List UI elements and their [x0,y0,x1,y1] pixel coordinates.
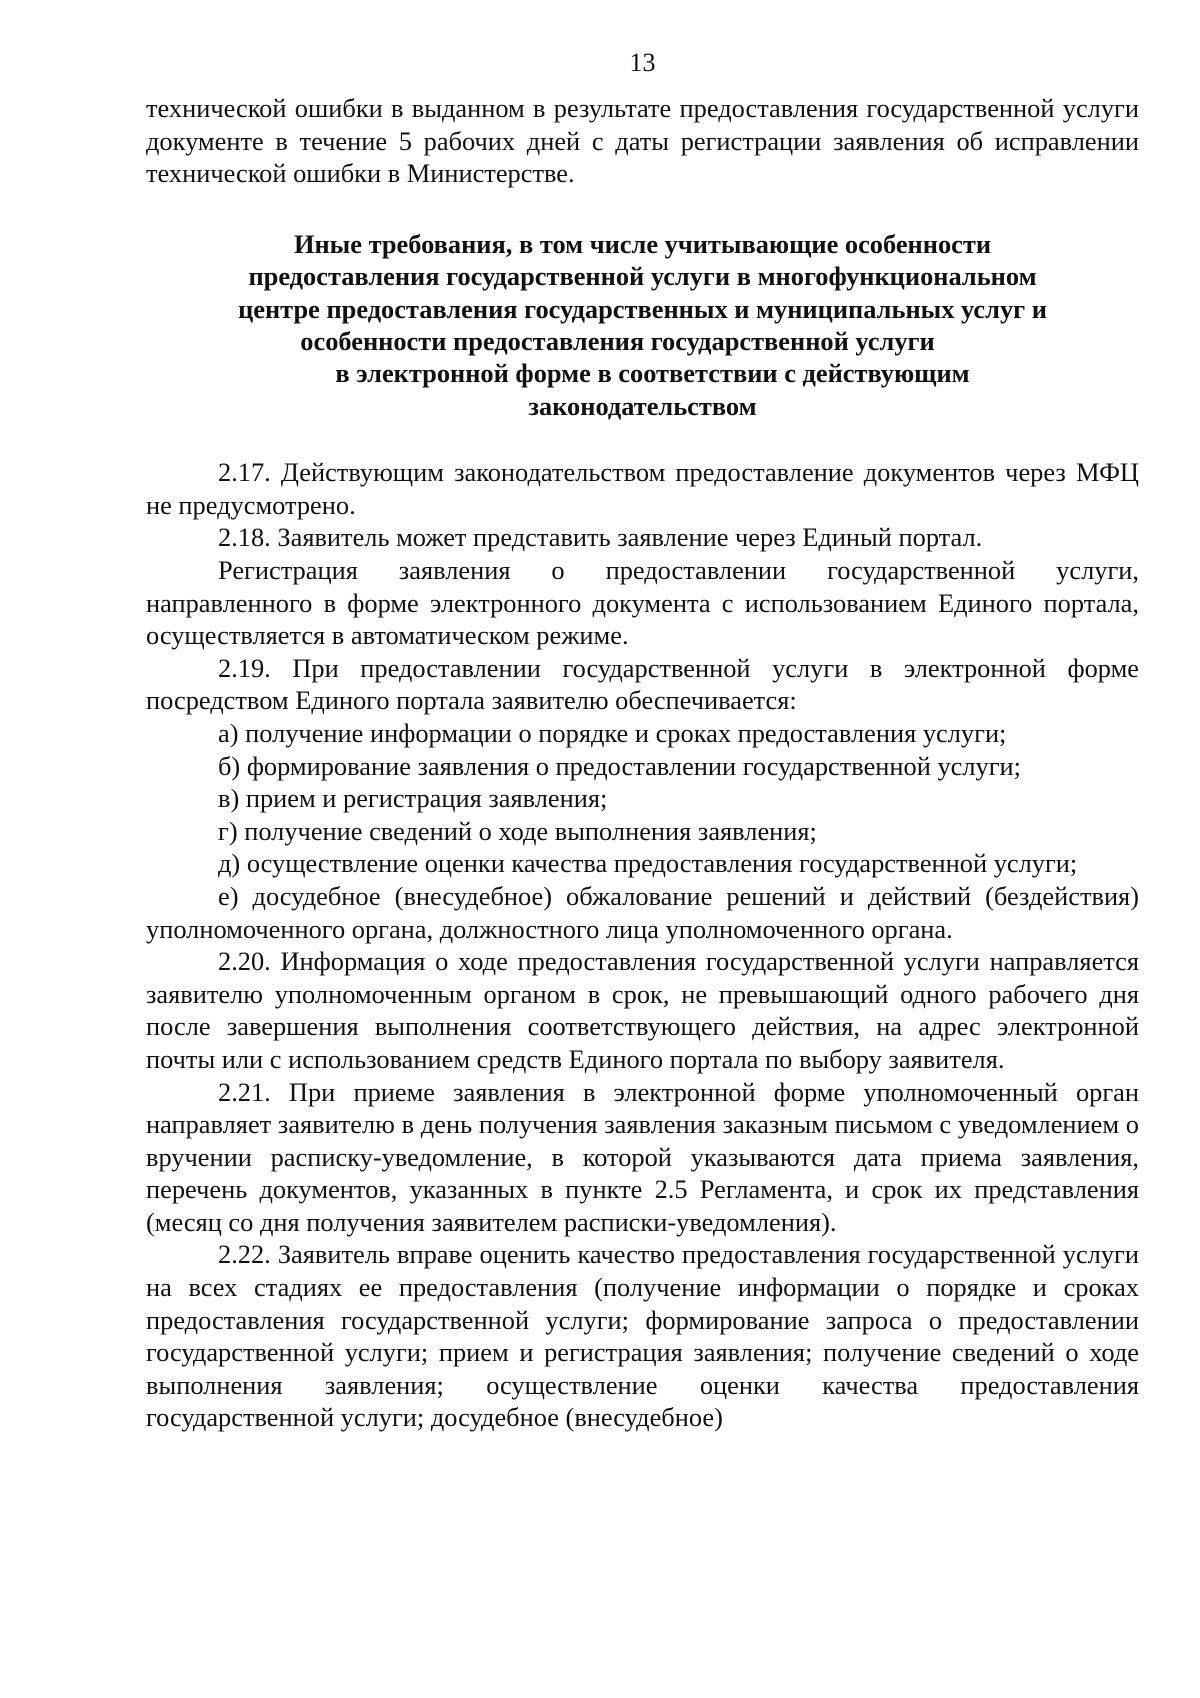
heading-line: предоставления государственной услуги в многофункциональном [248,261,1037,292]
list-item-b: б) формирование заявления о предоставлении государственной услуги; [218,750,1021,781]
heading-line: в электронной форме в соответствии с действующим [335,358,970,389]
paragraph-2-17: 2.17. Действующим законодательством предоставление документов через МФЦ не предусмотрено. [146,457,1139,520]
list-item-a: а) получение информации о порядке и сроках предоставления услуги; [218,717,1007,748]
paragraph-2-20: 2.20. Информация о ходе предоставления государственной услуги направляется заявителю уполномоченным органом в срок, не превышающий одного рабочего дня после завершения выполнения соответствующего действия, на адрес электронной почты или с использованием средств Единого портала по выбору заявителя. [146,946,1139,1074]
page-number: 13 [629,48,656,77]
paragraph-2-21: 2.21. При приеме заявления в электронной форме уполномоченный орган направляет заявителю в день получения заявления заказным письмом с уведомлением о вручении расписку-уведомление, в которой указываются дата приема заявления, перечень документов, указанных в пункте 2.5 Регламента, и срок их представления (месяц со дня получения заявителем расписки-уведомления). [146,1076,1139,1237]
paragraph-registration: Регистрация заявления о предоставлении государственной услуги, направленного в форме электронного документа с использованием Единого портала, осуществляется в автоматическом режиме. [146,555,1139,651]
heading-line: центре предоставления государственных и муниципальных услуг и [238,293,1047,324]
document-page [146,46,1139,1434]
paragraph-2-22: 2.22. Заявитель вправе оценить качество предоставления государственной услуги на всех стадиях ее предоставления (получение информации о порядке и сроках предоставления государственной услуги; формирование запроса о предоставлении государственной услуги; прием и регистрация заявления; получение сведений о ходе выполнения заявления; осуществление оценки качества предоставления государственной услуги; досудебное (внесудебное) [146,1239,1139,1433]
list-item-v: в) прием и регистрация заявления; [218,783,608,814]
list-item-e: е) досудебное (внесудебное) обжалование решений и действий (бездействия) уполномоченного органа, должностного лица уполномоченного органа. [146,880,1139,944]
paragraph-2-19: 2.19. При предоставлении государственной услуги в электронной форме посредством Единого портала заявителю обеспечивается: [146,652,1139,716]
heading-line: законодательством [528,390,757,421]
list-item-g: г) получение сведений о ходе выполнения заявления; [218,815,817,846]
intro-paragraph: технической ошибки в выданном в результате предоставления государственной услуги документе в течение 5 рабочих дней с даты регистрации заявления об исправлении технической ошибки в Министерстве. [146,93,1139,189]
paragraph-2-18: 2.18. Заявитель может представить заявление через Единый портал. [218,522,983,553]
heading-line: Иные требования, в том числе учитывающие особенности [293,228,992,259]
section-heading [146,228,1139,422]
heading-line: особенности предоставления государственной услуги [300,326,935,356]
list-item-d: д) осуществление оценки качества предоставления государственной услуги; [218,848,1078,879]
